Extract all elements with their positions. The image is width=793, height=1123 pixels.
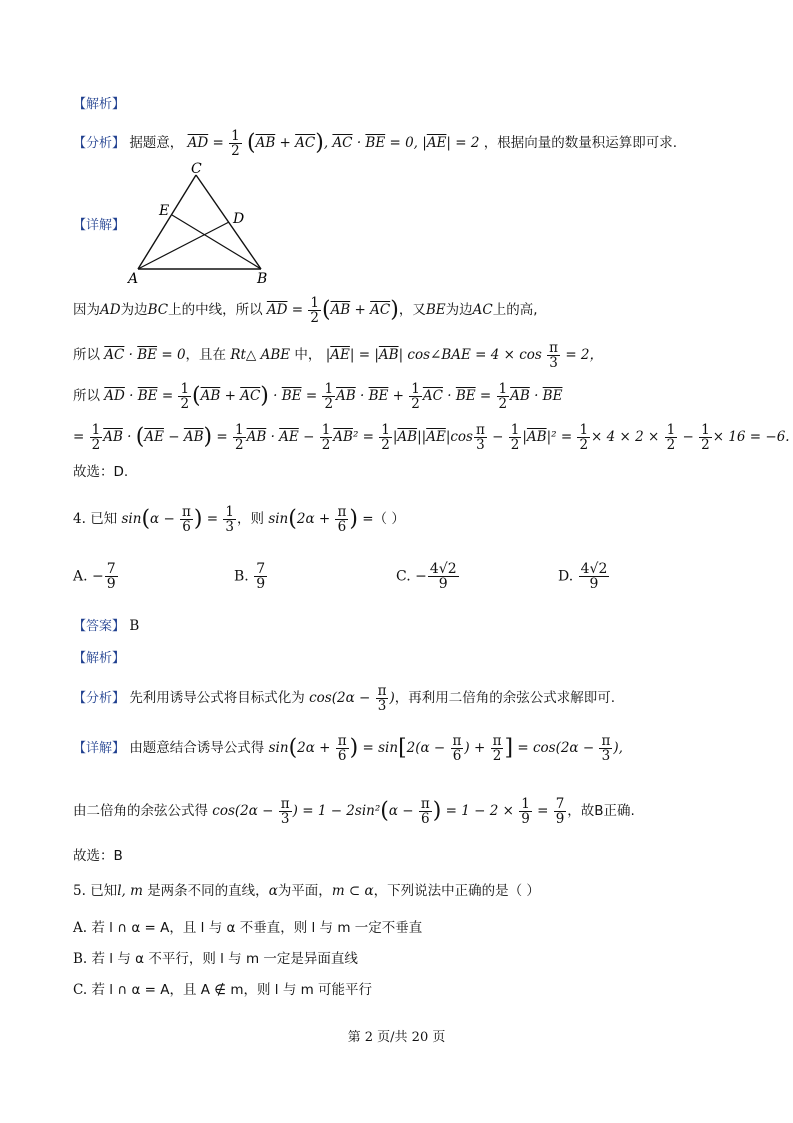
option-a-sign: − xyxy=(92,568,104,585)
q3-l4-tail: = −6. xyxy=(749,429,790,445)
q4-result-text: 故选：B xyxy=(73,848,123,864)
q4-option-a[interactable] xyxy=(73,562,119,591)
q5-stem xyxy=(73,880,733,902)
q3-l1-c: 为边 xyxy=(120,302,148,318)
q4-fenxi-line xyxy=(73,684,733,713)
q3-l1-i: AC xyxy=(472,302,493,318)
label-e: E xyxy=(159,203,170,219)
q4-detail-line2 xyxy=(73,797,733,826)
label-c: C xyxy=(191,161,202,177)
analysis-header xyxy=(73,93,733,116)
q4-fenxi-tag: 【分析】 xyxy=(73,691,126,706)
q4-answer-line xyxy=(73,615,733,638)
q3-detail-line3 xyxy=(73,382,733,411)
q4-result xyxy=(73,845,733,867)
q3-l1-f: ，又 xyxy=(398,302,426,318)
edge-ac xyxy=(138,175,196,269)
q5-stem-f: m ⊂ α xyxy=(331,883,374,899)
triangle-diagram xyxy=(125,160,275,285)
q3-detail-line2: 所以 $\overline{AC} \cdot \overline{BE} = 0$，且在 Rt△ ABE 中， $|\overline{AE}| = |\overline{AB}|$ cos∠BAE = 4 × cos $\frac{\pi}{3}$ = 2， xyxy=(73,340,604,371)
q3-l2-d: 中， xyxy=(294,347,322,363)
label-b: B xyxy=(257,271,268,285)
q3-detail-line4 xyxy=(73,422,790,453)
q4-stem-b: ，则 xyxy=(237,511,265,527)
q5-stem-c: 是两条不同的直线， xyxy=(147,883,269,899)
q5-option-c-text: 若 l ∩ α = A，且 A ∉ m，则 l 与 m 可能平行 xyxy=(91,982,373,998)
q3-l1-d: BC xyxy=(147,302,169,318)
q4-double-angle: cos(2α − $\frac{\pi}{3}$ ) = 1 − 2sin²(α − $\frac{\pi}{6}$ ) = 1 − 2 × $\frac{1}{9}$ = $\frac{7}{9}$ xyxy=(212,796,565,827)
q3-fenxi-line xyxy=(73,129,733,158)
q3-l2-b: ，且在 xyxy=(185,347,227,363)
q5-stem-a: 已知 xyxy=(90,883,118,899)
formula-ae-length: $|\overline{AE}| = |\overline{AB}|$ cos∠BAE xyxy=(325,347,471,363)
q4-detail-a: 由题意结合诱导公式得 xyxy=(129,740,265,756)
q3-result-text: 故选：D. xyxy=(73,464,129,480)
q3-l2-c: Rt△ ABE xyxy=(230,347,291,363)
option-d-den: 9 xyxy=(589,576,599,592)
q5-stem-e: 为平面， xyxy=(277,883,332,899)
page-footer: 第 2 页/共 20 页 xyxy=(347,1030,446,1045)
option-c-den: 9 xyxy=(438,576,448,592)
q3-l1-j: 上的高, xyxy=(492,302,538,318)
segment-be xyxy=(172,215,261,269)
q4-cos-target: cos(2α − $\frac{\pi}{3}$ ) xyxy=(309,683,395,714)
q5-option-a-text: 若 l ∩ α = A，且 l 与 α 不垂直，则 l 与 m 一定不垂直 xyxy=(91,920,423,936)
q4-option-d[interactable] xyxy=(558,562,610,591)
q5-stem-d: α xyxy=(268,883,278,899)
q5-option-a-letter: A. xyxy=(73,920,88,936)
xiangjie-tag: 【详解】 xyxy=(73,218,126,233)
segment-ad xyxy=(138,222,229,269)
option-b-num: 7 xyxy=(256,561,266,577)
label-d: D xyxy=(233,211,245,227)
formula-ad-dot-be: $\overline{AD} \cdot \overline{BE}$ = $\frac{1}{2}$ $(\overline{AB} + \overline{AC}) \cdot \overline{BE}$ = $\frac{1}{2}$ $\overline{AB} \cdot \overline{BE}$ + $\frac{1}{2}$ $\overline{AC} \cdot \overline{BE}$ = $\frac{1}{2}$ $\overline{AB} \cdot \overline{BE}$ xyxy=(104,381,563,412)
option-a-num: 7 xyxy=(106,561,116,577)
formula-ac-be-zero: $\overline{AC} \cdot \overline{BE} = 0$ xyxy=(104,347,186,363)
option-c-letter: C. xyxy=(396,568,411,585)
q3-result xyxy=(73,461,733,483)
q3-l3-a: 所以 xyxy=(73,388,100,404)
q3-l1-a: 因为 xyxy=(73,302,100,318)
analysis-tag: 【解析】 xyxy=(73,97,126,112)
q4-detail2-a: 由二倍角的余弦公式得 xyxy=(73,803,208,819)
q5-option-a[interactable] xyxy=(73,917,733,939)
q3-l1-h: 为边 xyxy=(445,302,473,318)
q4-analysis-tag: 【解析】 xyxy=(73,651,126,666)
q5-option-b-text: 若 l 与 α 不平行，则 l 与 m 一定是异面直线 xyxy=(91,951,358,967)
q5-option-b[interactable] xyxy=(73,948,733,970)
option-b-letter: B. xyxy=(234,568,249,585)
option-b-den: 9 xyxy=(256,576,266,592)
q4-induction-formula: sin(2α + $\frac{\pi}{6}$ ) = sin[2(α − $\frac{\pi}{6}$ ) + $\frac{\pi}{2}$ ] = cos(2α − $\frac{\pi}{3}$ ), xyxy=(268,733,623,764)
option-c-num: 4√2 xyxy=(429,561,457,577)
q4-detail2-b: ，故B正确. xyxy=(567,803,635,819)
q3-detail-line1 xyxy=(73,296,733,325)
q4-number: 4. xyxy=(73,511,86,527)
q4-target: sin(2α + $\frac{\pi}{6}$ ) xyxy=(268,504,358,535)
q4-analysis-header xyxy=(73,647,733,670)
formula-expansion: = $\frac{1}{2}$ $\overline{AB} \cdot (\overline{AE} - \overline{AB})$ = $\frac{1}{2}$ $\overline{AB} \cdot \overline{AE}$ − $\frac{1}{2}$ $\overline{AB}^2$ = $\frac{1}{2}$ $|\overline{AB}||\overline{AE}|\cos$ $\frac{\pi}{3}$ − $\frac{1}{2}$ $|\overline{AB}|^2$ = $\frac{1}{2}$ × 4 × 2 × $\frac{1}{2}$ − $\frac{1}{2}$ × 16 xyxy=(73,422,750,453)
formula-ad-half: $\overline{AD}$ = $\frac{1}{2}$ $(\overline{AB} + \overline{AC})$, $\overline{AC} \cdot \overline{BE} = 0$, $|\overline{AE}| = 2$ xyxy=(187,128,484,159)
q3-fenxi-intro: 据题意， xyxy=(129,135,184,151)
q5-option-c-letter: C. xyxy=(73,982,88,998)
q4-stem-a: 已知 xyxy=(90,511,118,527)
q4-given: sin(α − $\frac{\pi}{6}$ ) = $\frac{1}{3}$ xyxy=(121,504,235,535)
q4-xiangjie-tag: 【详解】 xyxy=(73,741,126,756)
q4-answer-value: B xyxy=(129,618,140,634)
q4-stem xyxy=(73,505,733,534)
option-d-letter: D. xyxy=(558,568,574,585)
q4-fenxi-b: ，再利用二倍角的余弦公式求解即可. xyxy=(394,690,616,706)
option-a-letter: A. xyxy=(73,568,88,585)
answer-tag: 【答案】 xyxy=(73,619,126,634)
q4-option-c[interactable] xyxy=(396,562,460,591)
label-a: A xyxy=(128,271,139,285)
q5-stem-b: l, m xyxy=(117,883,143,899)
q5-stem-g: ，下列说法中正确的是（ ） xyxy=(373,883,540,899)
q3-fenxi-tail: ，根据向量的数量积运算即可求. xyxy=(483,135,678,151)
q4-detail-line1 xyxy=(73,734,733,763)
q3-l2-e: = 4 × cos xyxy=(475,347,542,363)
q3-l1-e: 上的中线，所以 xyxy=(168,302,263,318)
q4-option-b[interactable] xyxy=(234,562,268,591)
option-a-den: 9 xyxy=(106,576,116,592)
fenxi-tag: 【分析】 xyxy=(73,136,126,151)
q4-stem-c: =（ ） xyxy=(362,511,405,527)
q3-l1-b: AD xyxy=(100,302,121,318)
q3-l2-a: 所以 xyxy=(73,347,100,363)
formula-ad-midline: $\overline{AD}$ = $\frac{1}{2}$ $(\overline{AB} + \overline{AC})$ xyxy=(266,295,399,326)
q3-l2-f: = 2， xyxy=(565,347,604,363)
option-c-sign: − xyxy=(415,568,427,585)
q5-number: 5. xyxy=(73,883,86,899)
q5-option-c[interactable] xyxy=(73,979,733,1001)
q4-fenxi-a: 先利用诱导公式将目标式化为 xyxy=(129,690,305,706)
q3-l1-g: BE xyxy=(425,302,446,318)
q5-option-b-letter: B. xyxy=(73,951,88,967)
option-d-num: 4√2 xyxy=(580,561,608,577)
